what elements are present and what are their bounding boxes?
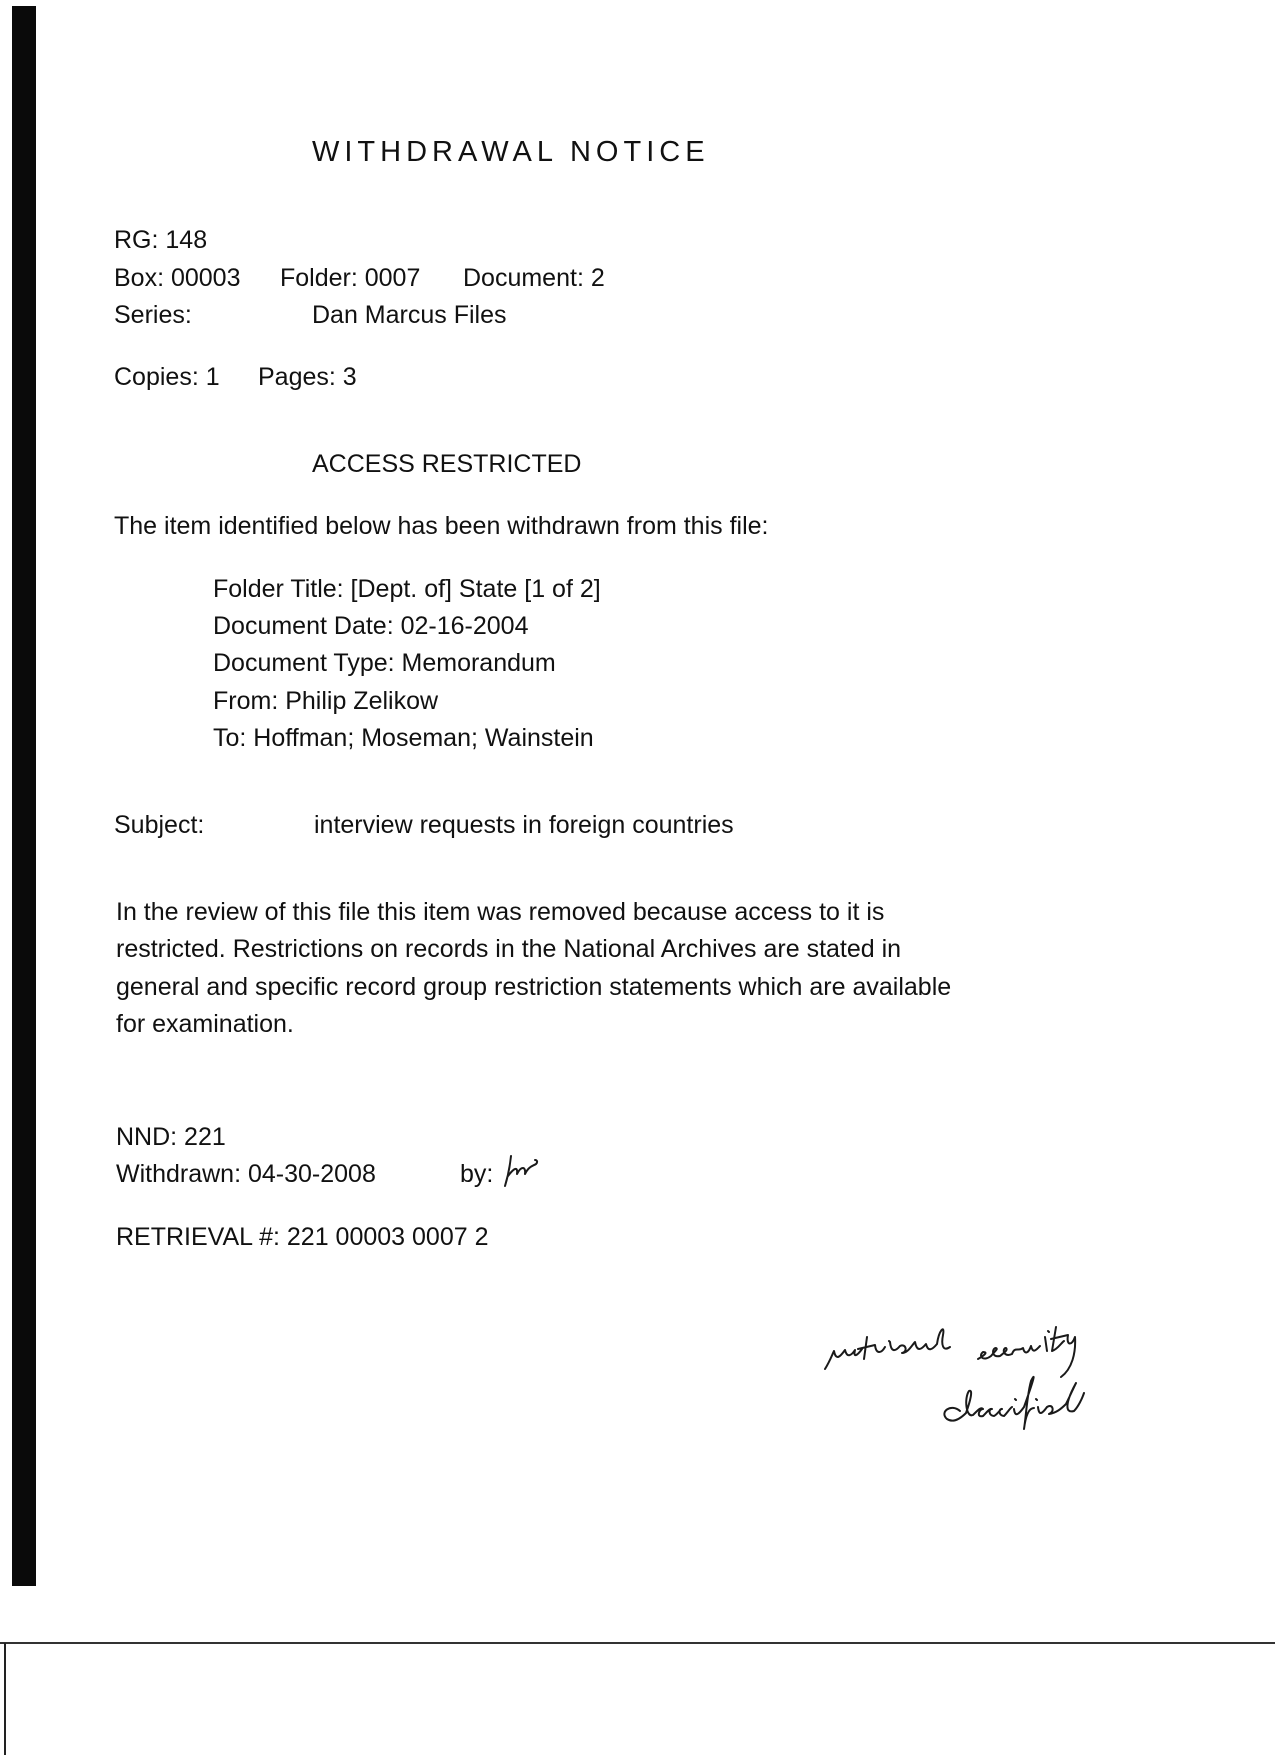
review-line: for examination. [116,1010,294,1038]
subject-value: interview requests in foreign countries [314,811,734,839]
scan-bottom-rule [0,1642,1275,1644]
document-to: To: Hoffman; Moseman; Wainstein [213,724,594,752]
folder-field: Folder: 0007 [280,264,421,292]
reviewer-initials-signature [505,1152,553,1192]
retrieval-number: RETRIEVAL #: 221 00003 0007 2 [116,1223,489,1251]
nnd-field: NND: 221 [116,1123,226,1151]
subject-label: Subject: [114,811,205,839]
box-field: Box: 00003 [114,264,241,292]
withdrawn-date: Withdrawn: 04-30-2008 [116,1160,376,1188]
document-field: Document: 2 [463,264,605,292]
review-line: In the review of this file this item was removed because access to it is [116,898,885,926]
withdrawn-intro: The item identified below has been withdrawn from this file: [114,512,769,540]
review-line: general and specific record group restriction statements which are available [116,973,952,1001]
folder-title: Folder Title: [Dept. of] State [1 of 2] [213,575,601,603]
scan-bottom-edge [4,1643,6,1755]
series-value: Dan Marcus Files [312,301,507,329]
document-from: From: Philip Zelikow [213,687,439,715]
pages-field: Pages: 3 [258,363,357,391]
document-type: Document Type: Memorandum [213,649,556,677]
access-restricted-heading: ACCESS RESTRICTED [312,450,582,478]
review-line: restricted. Restrictions on records in the National Archives are stated in [116,935,902,963]
rg-field: RG: 148 [114,226,208,254]
handwritten-note-national-security-classified [820,1325,1150,1435]
copies-field: Copies: 1 [114,363,220,391]
notice-title: WITHDRAWAL NOTICE [312,136,710,168]
document-date: Document Date: 02-16-2004 [213,612,529,640]
scan-edge-bar [12,6,36,1586]
by-label: by: [460,1160,494,1188]
series-label: Series: [114,301,192,329]
